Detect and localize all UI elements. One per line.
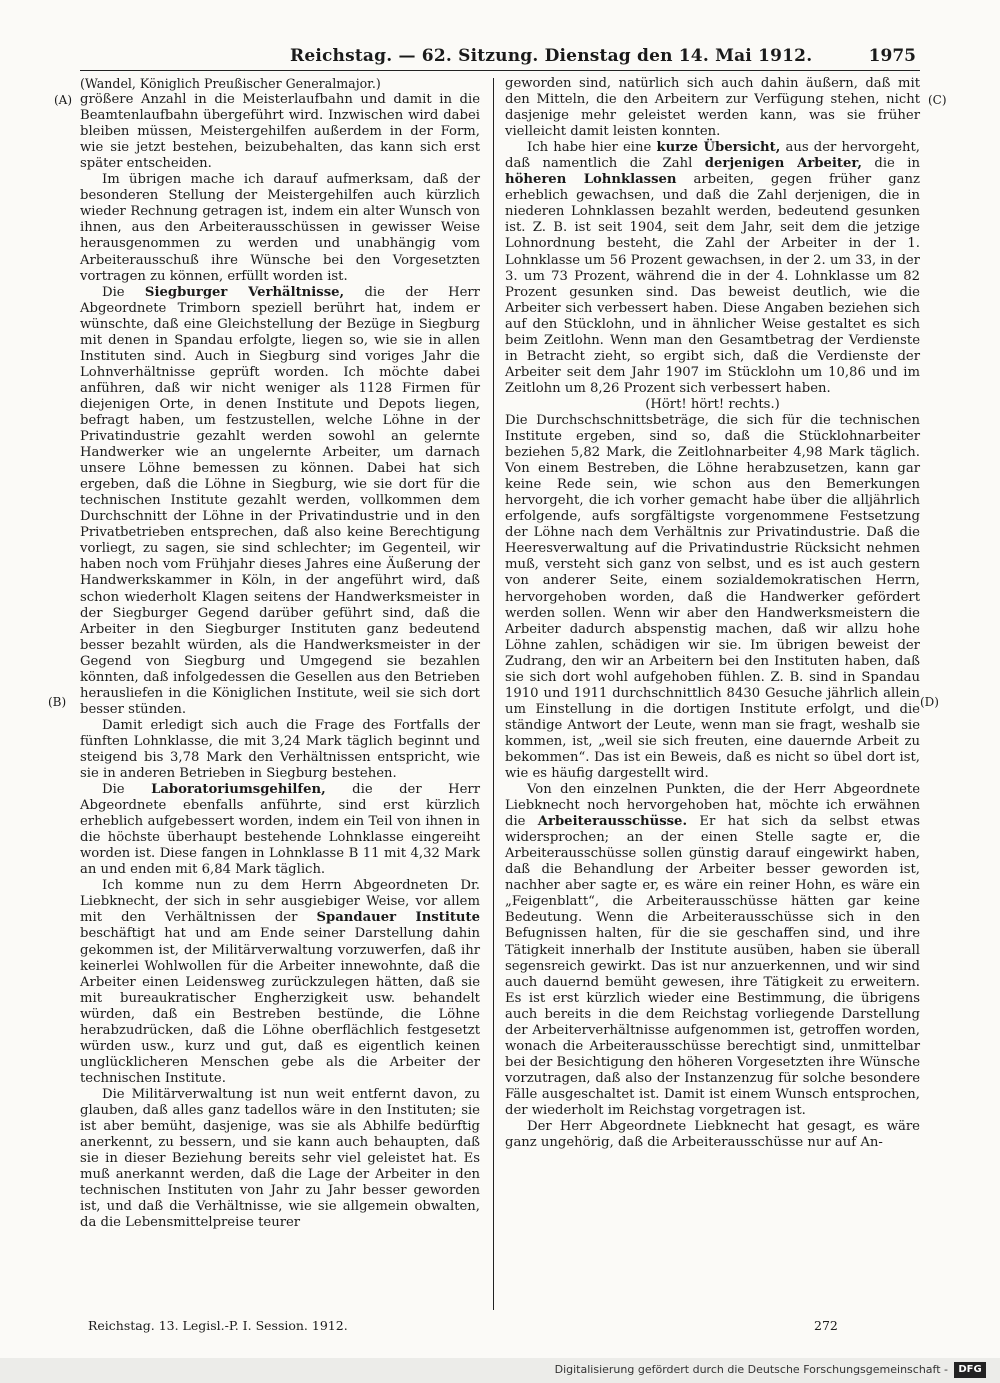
paragraph: Ich habe hier eine kurze Übersicht, aus der hervorgeht, daß namentlich die Zahl derjenigen Arbeiter, die in höheren Lohnklassen arbeiten, gegen früher ganz erheblich gewachsen, und daß die Zahl derjenigen, die in niederen Lohnklassen bezahlt werden, bedeutend gesunken ist. Z. B. ist seit 1904, seit dem Jahr, seit dem die jetzige Lohnordnung besteht, die Zahl der Arbeiter in der 1. Lohnklasse um 56 Prozent gewachsen, in der 2. um 33, in der 3. um 73 Prozent, während die in der 4. Lohnklasse um 82 Prozent gesunken sind. Das beweist deutlich, wie die Arbeiter sich verbessert haben. Diese Angaben beziehen sich auf den Stücklohn, und in ähnlicher Weise gestaltet es sich beim Zeitlohn. Wenn man den Gesamtbetrag der Verdienste in Betracht zieht, so ergibt sich, daß die Verdienste der Arbeiter seit dem Jahr 1907 im Stücklohn um 10,86 und im Zeitlohn um 8,26 Prozent sich verbessert haben. [505, 140, 920, 396]
interjection: (Hört! hört! rechts.) [645, 396, 780, 412]
paragraph: Die Laboratoriumsgehilfen, die der Herr Abgeordnete ebenfalls anführte, sind erst kürzlich erheblich aufgebessert worden, indem ein Teil von ihnen in die höchste überhaupt bestehende Lohnklasse eingereiht worden ist. Diese fangen in Lohnklasse B 11 mit 4,32 Mark an und enden mit 6,84 Mark täglich. [80, 782, 480, 878]
paragraph: größere Anzahl in die Meisterlaufbahn und damit in die Beamtenlaufbahn übergeführt wird. Inzwischen wird dabei bleiben müssen, Meistergehilfen außerdem in der Form, wie sie jetzt bestehen, beizubehalten, das kann sich erst später entscheiden. [80, 92, 480, 172]
paragraph: Damit erledigt sich auch die Frage des Fortfalls der fünften Lohnklasse, die mit 3,24 Mark täglich beginnt und steigend bis 3,78 Mark den Verhältnissen entspricht, wie sie in anderen Betrieben in Siegburg bestehen. [80, 717, 480, 782]
paragraph: Die Militärverwaltung ist nun weit entfernt davon, zu glauben, daß alles ganz tadellos wäre in den Instituten; sie ist aber bemüht, dasjenige, was sie als Abhilfe bedürftig anerkennt, zu bessern, und sie kann auch behaupten, daß sie in dieser Beziehung bereits sehr viel geleistet hat. Es muß anerkannt werden, daß die Lage der Arbeiter in den technischen Instituten von Jahr zu Jahr besser geworden ist, und daß die Verhältnisse, wie sie allgemein obwalten, da die Lebensmittelpreise teurer [80, 1086, 480, 1231]
paragraph: Die Durchschschnittsbeträge, die sich für die technischen Institute ergeben, sind so, daß die Stücklohnarbeiter beziehen 5,82 Mark, die Zeitlohnarbeiter 4,98 Mark täglich. Von einem Bestreben, die Löhne herabzusetzen, kann gar keine Rede sein, wie schon aus den Bemerkungen hervorgeht, die ich vorher gemacht habe über die alljährlich erfolgende, aufs sorgfältigste vorgenommene Festsetzung der Löhne nach dem Verhältnis zur Privatindustrie. Daß die Heeresverwaltung auf die Privatindustrie Rücksicht nehmen muß, versteht sich ganz von selbst, und es ist auch gestern von anderer Seite, einem sozialdemokratischen Herrn, hervorgehoben worden, daß die Handwerker gefördert werden sollen. Wenn wir aber den Handwerksmeistern die Arbeiter dadurch abspenstig machen, daß wir allzu hohe Löhne zahlen, schädigen wir sie. Im übrigen beweist der Zudrang, den wir an Arbeitern bei den Instituten haben, daß sie sich dort wohl aufgehoben fühlen. Z. B. sind in Spandau 1910 und 1911 durchschnittlich 8430 Gesuche jährlich allein um Einstellung in die dortigen Institute erfolgt, und die ständige Antwort der Leute, wenn man sie fragt, weshalb sie kommen, ist, „weil sie sich freuten, eine dauernde Arbeit zu bekommen“. Das ist ein Beweis, daß es nicht so übel dort ist, wie es häufig dargestellt wird. [505, 412, 920, 782]
margin-marker-b: (B) [48, 695, 67, 709]
footer-imprint: Reichstag. 13. Legisl.-P. I. Session. 1912. [88, 1318, 348, 1333]
dfg-logo-icon: DFG [954, 1362, 986, 1378]
page-header [80, 44, 920, 71]
paragraph: Im übrigen mache ich darauf aufmerksam, daß der besonderen Stellung der Meistergehilfen auch kürzlich wieder Rechnung getragen ist, indem ein alter Wunsch von ihnen, aus den Arbeiterausschüssen in gewisser Weise herausgenommen zu werden und unabhängig vom Arbeiterausschuß ihre Wünsche bei den Vorgesetzten vortragen zu können, erfüllt worden ist. [80, 172, 480, 284]
column-divider [493, 78, 494, 1310]
margin-marker-d: (D) [920, 695, 939, 709]
emphasis: kurze Übersicht, [656, 140, 781, 156]
emphasis: derjenigen Arbeiter, [704, 156, 862, 172]
emphasis: Spandauer Institute [316, 910, 480, 926]
left-column [80, 76, 480, 1231]
banner-text: Digitalisierung gefördert durch die Deutsche Forschungsgemeinschaft - [554, 1363, 948, 1376]
signature-number: 272 [814, 1318, 838, 1333]
paragraph: Der Herr Abgeordnete Liebknecht hat gesagt, es wäre ganz ungehörig, daß die Arbeiterausschüsse nur auf An- [505, 1119, 920, 1151]
emphasis: höheren Lohnklassen [505, 172, 677, 188]
paragraph: Ich komme nun zu dem Herrn Abgeordneten Dr. Liebknecht, der sich in sehr ausgiebiger Weise, vor allem mit den Verhältnissen der Spandauer Institute beschäftigt hat und am Ende seiner Darstellung dahin gekommen ist, der Militärverwaltung vorzuwerfen, daß ihr keinerlei Wohlwollen für die Arbeiter innewohnte, daß die Arbeiter einen Leidensweg zurückzulegen hätten, daß sie mit bureaukratischer Engherzigkeit usw. behandelt würden, daß ein Bestreben bestünde, die Löhne herabzudrücken, daß die Löhne oberflächlich festgesetzt würden usw., kurz und gut, daß es eigentlich keinen unglücklicheren Menschen gebe als die Arbeiter der technischen Institute. [80, 878, 480, 1086]
paragraph: Von den einzelnen Punkten, die der Herr Abgeordnete Liebknecht noch hervorgehoben hat, möchte ich erwähnen die Arbeiterausschüsse. Er hat sich da selbst etwas widersprochen; an der einen Stelle sagte er, die Arbeiterausschüsse sollen günstig darauf eingewirkt haben, daß die Behandlung der Arbeiter besser geworden ist, nachher aber sagte er, es wäre ein reiner Hohn, es wäre ein „Feigenblatt“, die Arbeiterausschüsse hätten gar keine Bedeutung. Wenn die Arbeiterausschüsse sich in den Befugnissen halten, für die sie geschaffen sind, und ihre Tätigkeit innerhalb der Institute ausüben, haben sie überall segensreich gewirkt. Das ist nur anzuerkennen, und wir sind auch dauernd bemüht gewesen, ihre Tätigkeit zu erweitern. Es ist erst kürzlich wieder eine Bestimmung, die übrigens auch bereits in die dem Reichstag vorliegende Darstellung der Arbeiterverhältnisse aufgenommen ist, getroffen worden, wonach die Arbeiterausschüsse berechtigt sind, unmittelbar bei der Besichtigung den höheren Vorgesetzten ihre Wünsche vorzutragen, daß also der Instanzenzug für solche besondere Fälle ausgeschaltet ist. Damit ist einem Wunsch entsprochen, der wiederholt im Reichstag vorgetragen ist. [505, 782, 920, 1118]
emphasis: Laboratoriumsgehilfen, [151, 782, 326, 798]
page-number: 1975 [868, 46, 916, 66]
emphasis: Siegburger Verhältnisse, [144, 284, 345, 300]
digitization-banner [0, 1358, 1000, 1383]
emphasis: Arbeiterausschüsse. [537, 814, 688, 830]
speaker-line: (Wandel, Königlich Preußischer Generalmajor.) [80, 76, 381, 91]
margin-marker-c: (C) [928, 93, 947, 107]
running-head: Reichstag. — 62. Sitzung. Dienstag den 14. Mai 1912. [290, 46, 813, 66]
right-column [505, 76, 920, 1151]
margin-marker-a: (A) [54, 93, 73, 107]
paragraph: Die Siegburger Verhältnisse, die der Herr Abgeordnete Trimborn speziell berührt hat, indem er wünschte, daß eine Gleichstellung der Bezüge in Siegburg mit denen in Spandau erfolgte, liegen so, wie sie in allen Instituten sind. Auch in Siegburg sind voriges Jahr die Lohnverhältnisse geprüft worden. Ich möchte dabei anführen, daß wir nicht weniger als 1128 Firmen für diejenigen Orte, in denen Institute und Depots liegen, befragt haben, um festzustellen, welche Löhne in der Privatindustrie gezahlt werden sowohl an gelernte Handwerker wie an ungelernte Arbeiter, um darnach unsere Löhne bemessen zu können. Dabei hat sich ergeben, daß die Löhne in Siegburg, wie sie dort für die technischen Institute gezahlt werden, vollkommen dem Durchschnitt der Löhne in der Privatindustrie und in den Privatbetrieben entsprechen, daß also keine Berechtigung vorliegt, zu sagen, sie sind schlechter; im Gegenteil, wir haben noch vom Frühjahr dieses Jahres eine Äußerung der Handwerkskammer in Köln, in der angeführt wird, daß schon wiederholt Klagen seitens der Handwerksmeister in der Siegburger Gegend darüber geführt sind, daß die Arbeiter in den Siegburger Instituten ganz bedeutend besser bezahlt würden, als die Handwerksmeister in der Gegend von Siegburg und Umgegend sie bezahlen könnten, daß infolgedessen die Gesellen aus den Betrieben herausliefen in die Königlichen Institute, weil sie sich dort besser stünden. [80, 284, 480, 717]
paragraph: geworden sind, natürlich sich auch dahin äußern, daß mit den Mitteln, die den Arbeitern zur Verfügung stehen, nicht dasjenige mehr geleistet werden kann, was sie früher vielleicht damit leisten konnten. [505, 76, 920, 140]
